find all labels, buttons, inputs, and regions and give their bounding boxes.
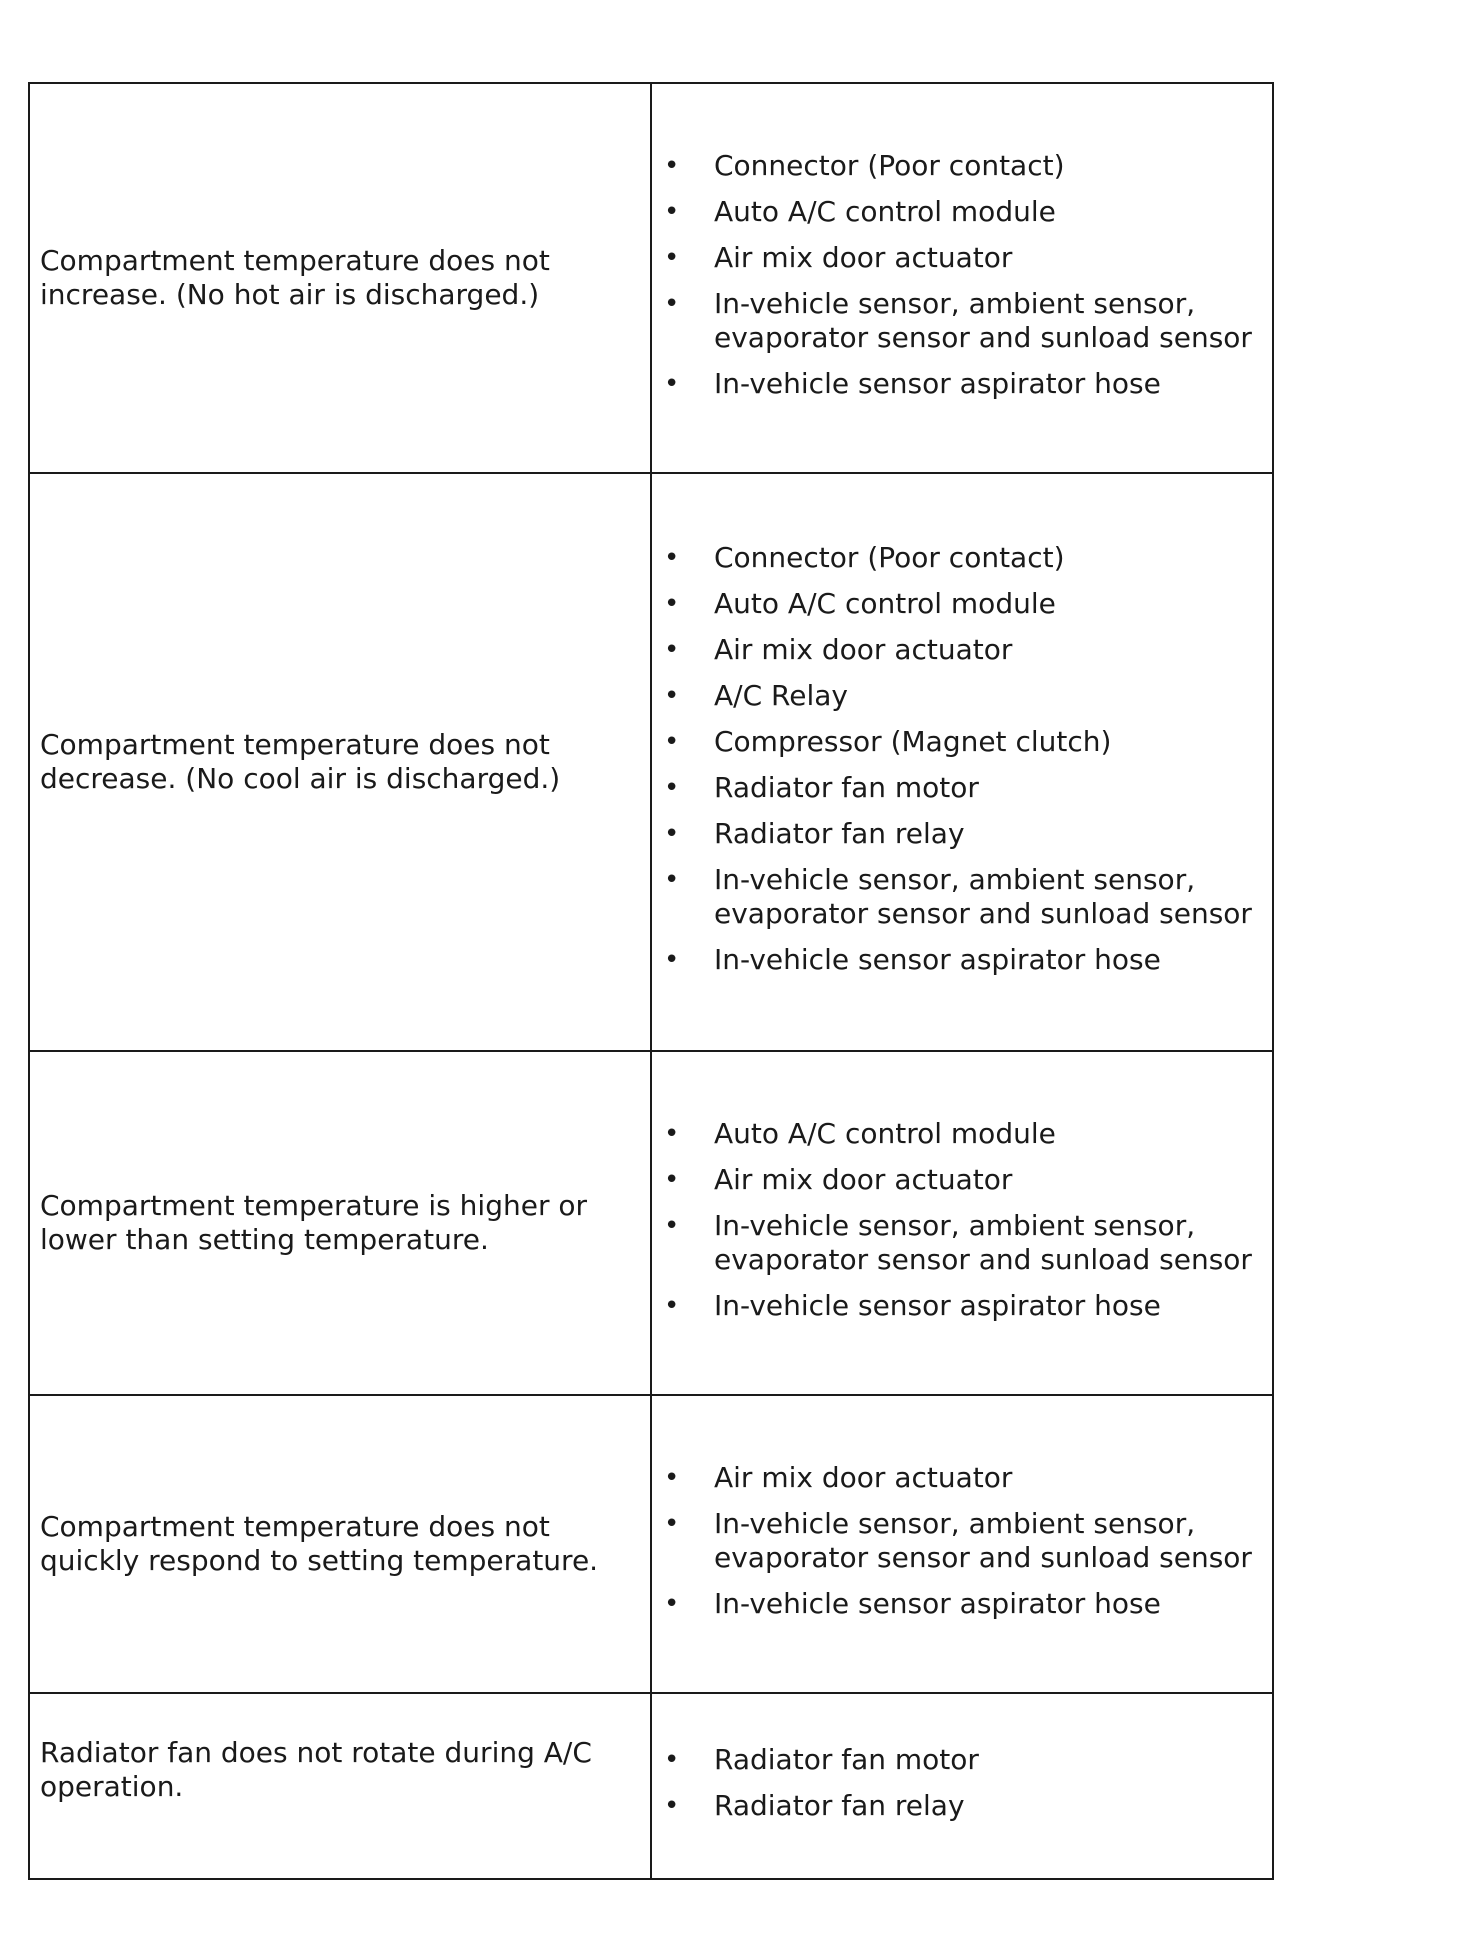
cause-item: • Auto A/C control module [652, 1117, 1252, 1151]
cause-item: • In-vehicle sensor, ambient sensor, evaporator sensor and sunload sensor [652, 287, 1252, 355]
cause-item: • Auto A/C control module [652, 195, 1252, 229]
symptom-text: Compartment temperature is higher or lower than setting temperature. [40, 1189, 587, 1256]
symptom-cell [29, 1051, 651, 1395]
cause-item: • Compressor (Magnet clutch) [652, 725, 1252, 759]
cause-list [652, 1461, 1252, 1621]
symptom-text: Compartment temperature does not decrease. (No cool air is discharged.) [40, 728, 561, 795]
causes-cell [651, 473, 1273, 1051]
cause-item: • Radiator fan motor [652, 771, 1252, 805]
cause-item: • A/C Relay [652, 679, 1252, 713]
symptom-cause-table [28, 82, 1274, 1880]
table-row [29, 83, 1273, 473]
cause-item: • Air mix door actuator [652, 633, 1252, 667]
table-row [29, 473, 1273, 1051]
cause-item: • In-vehicle sensor aspirator hose [652, 943, 1252, 977]
symptom-text: Radiator fan does not rotate during A/C operation. [40, 1736, 592, 1803]
cause-item: • In-vehicle sensor aspirator hose [652, 367, 1252, 401]
cause-item: • Connector (Poor contact) [652, 541, 1252, 575]
causes-cell [651, 1395, 1273, 1693]
cause-list [652, 1117, 1252, 1323]
cause-item: • Air mix door actuator [652, 1461, 1252, 1495]
cause-item: • Radiator fan relay [652, 817, 1252, 851]
table-row [29, 1395, 1273, 1693]
table-row [29, 1693, 1273, 1879]
cause-item: • In-vehicle sensor, ambient sensor, evaporator sensor and sunload sensor [652, 863, 1252, 931]
symptom-cell [29, 83, 651, 473]
causes-cell [651, 1051, 1273, 1395]
cause-item: • In-vehicle sensor aspirator hose [652, 1587, 1252, 1621]
symptom-text: Compartment temperature does not quickly respond to setting temperature. [40, 1510, 599, 1577]
cause-item: • Air mix door actuator [652, 1163, 1252, 1197]
table-row [29, 1051, 1273, 1395]
symptom-cell [29, 1395, 651, 1693]
cause-list [652, 1743, 1252, 1823]
cause-item: • In-vehicle sensor, ambient sensor, evaporator sensor and sunload sensor [652, 1507, 1252, 1575]
causes-cell [651, 83, 1273, 473]
cause-item: • In-vehicle sensor, ambient sensor, evaporator sensor and sunload sensor [652, 1209, 1252, 1277]
cause-item: • Radiator fan relay [652, 1789, 1252, 1823]
cause-item: • In-vehicle sensor aspirator hose [652, 1289, 1252, 1323]
cause-item: • Air mix door actuator [652, 241, 1252, 275]
causes-cell [651, 1693, 1273, 1879]
cause-item: • Auto A/C control module [652, 587, 1252, 621]
cause-item: • Radiator fan motor [652, 1743, 1252, 1777]
symptom-cell [29, 1693, 651, 1879]
symptom-cell [29, 473, 651, 1051]
cause-list [652, 149, 1252, 401]
symptom-text: Compartment temperature does not increase. (No hot air is discharged.) [40, 244, 550, 311]
cause-list [652, 541, 1252, 977]
cause-item: • Connector (Poor contact) [652, 149, 1252, 183]
